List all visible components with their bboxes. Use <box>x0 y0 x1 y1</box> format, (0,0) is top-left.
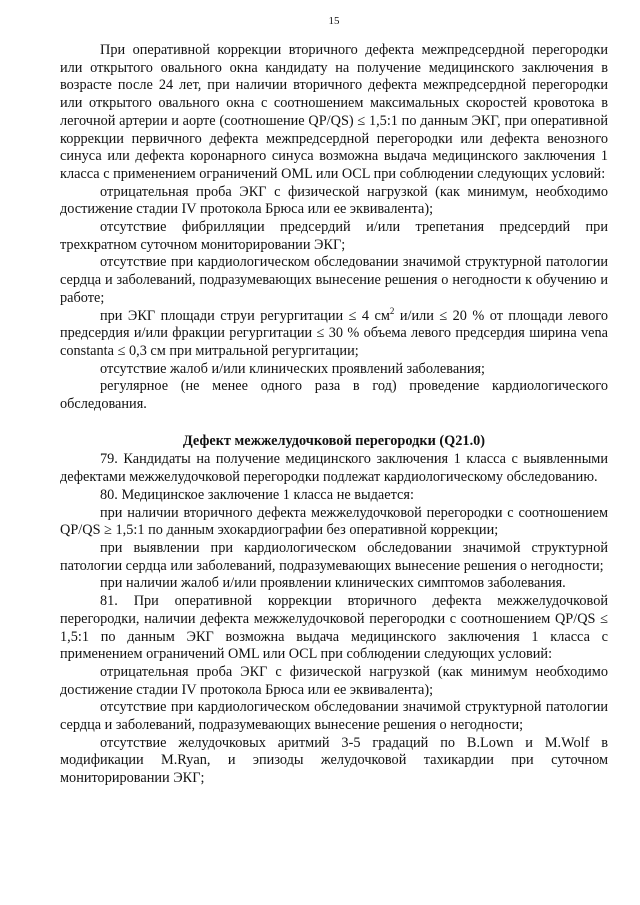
section-heading: Дефект межжелудочковой перегородки (Q21.0) <box>182 432 486 449</box>
paragraph-81-no-pathology: отсутствие при кардиологическом обследовании значимой структурной патологии сердца и заболеваний, подразумевающих вынесение решения о негодности; <box>60 699 608 734</box>
regurgitation-text: при ЭКГ площади струи регургитации ≤ 4 см <box>100 307 390 324</box>
paragraph-80-item-pathology: при выявлении при кардиологическом обследовании значимой структурной патологии сердца или заболеваний, подразумевающих вынесение решения о негодности; <box>60 539 608 574</box>
condition-no-structural-pathology: отсутствие при кардиологическом обследовании значимой структурной патологии сердца и заболеваний, подразумевающих вынесение решения о негодности к обучению и работе; <box>60 254 608 306</box>
condition-stress-ecg: отрицательная проба ЭКГ с физической нагрузкой (как минимум, необходимо достижение стадии IV протокола Брюса или ее эквивалента); <box>60 183 608 218</box>
regurgitation-text-continued: и/или ≤ 20 % от площади левого предсердия и/или фракции регургитации ≤ 30 % объема левого предсердия ширина vena constanta ≤ 0,3 см при митральной регургитации; <box>60 307 608 359</box>
condition-regular-exam: регулярное (не менее одного раза в год) проведение кардиологического обследования. <box>60 378 608 413</box>
page-number: 15 <box>328 15 340 27</box>
paragraph-atrial-septal-correction: При оперативной коррекции вторичного дефекта межпредсердной перегородки или открытого овального окна кандидату на получение медицинского заключения в возрасте после 24 лет, при наличии вторичного дефекта межпредсердной перегородки или открытого овального окна с соотношением максимальных скоростей кровотока в легочной артерии и аорте (соотношение QP/QS) ≤ 1,5:1 по данным ЭКГ, при оперативной коррекции первичного дефекта межпредсердной перегородки или дефекта венозного синуса или дефекта коронарного синуса возможна выдача медицинского заключения 1 класса с применением ограничений OML или OCL при соблюдении следующих условий: <box>60 42 608 182</box>
paragraph-81-no-arrhythmia: отсутствие желудочковых аритмий 3-5 градаций по B.Lown и M.Wolf в модификации M.Ryan, и эпизоды желудочковой тахикардии при суточном мониторировании ЭКГ; <box>60 734 608 787</box>
paragraph-80: 80. Медицинское заключение 1 класса не выдается: <box>100 486 414 503</box>
regurgitation-superscript: 2 <box>389 305 395 316</box>
paragraph-81-stress-ecg: отрицательная проба ЭКГ с физической нагрузкой (как минимум необходимо достижение стадии IV протокола Брюса или ее эквивалента); <box>60 663 608 698</box>
condition-no-complaints: отсутствие жалоб и/или клинических проявлений заболевания; <box>100 360 486 377</box>
paragraph-80-item-symptoms: при наличии жалоб и/или проявлении клинических симптомов заболевания. <box>100 575 566 592</box>
paragraph-80-item-defect: при наличии вторичного дефекта межжелудочковой перегородки с соотношением QP/QS ≥ 1,5:1 по данным эхокардиографии без оперативной коррекции; <box>60 504 608 539</box>
paragraph-81: 81. При оперативной коррекции вторичного дефекта межжелудочковой перегородки, наличии дефекта межжелудочковой перегородки с соотношением QP/QS ≤ 1,5:1 по данным ЭКГ возможна выдача медицинского заключения 1 класса с применением ограничений OML или OCL при соблюдении следующих условий: <box>60 593 608 663</box>
paragraph-79: 79. Кандидаты на получение медицинского заключения 1 класса с выявленными дефектами межжелудочковой перегородки подлежат кардиологическому обследованию. <box>60 451 608 486</box>
condition-regurgitation <box>60 305 608 361</box>
condition-no-atrial-fibrillation: отсутствие фибрилляции предсердий и/или трепетания предсердий при трехкратном суточном мониторировании ЭКГ; <box>60 219 608 253</box>
